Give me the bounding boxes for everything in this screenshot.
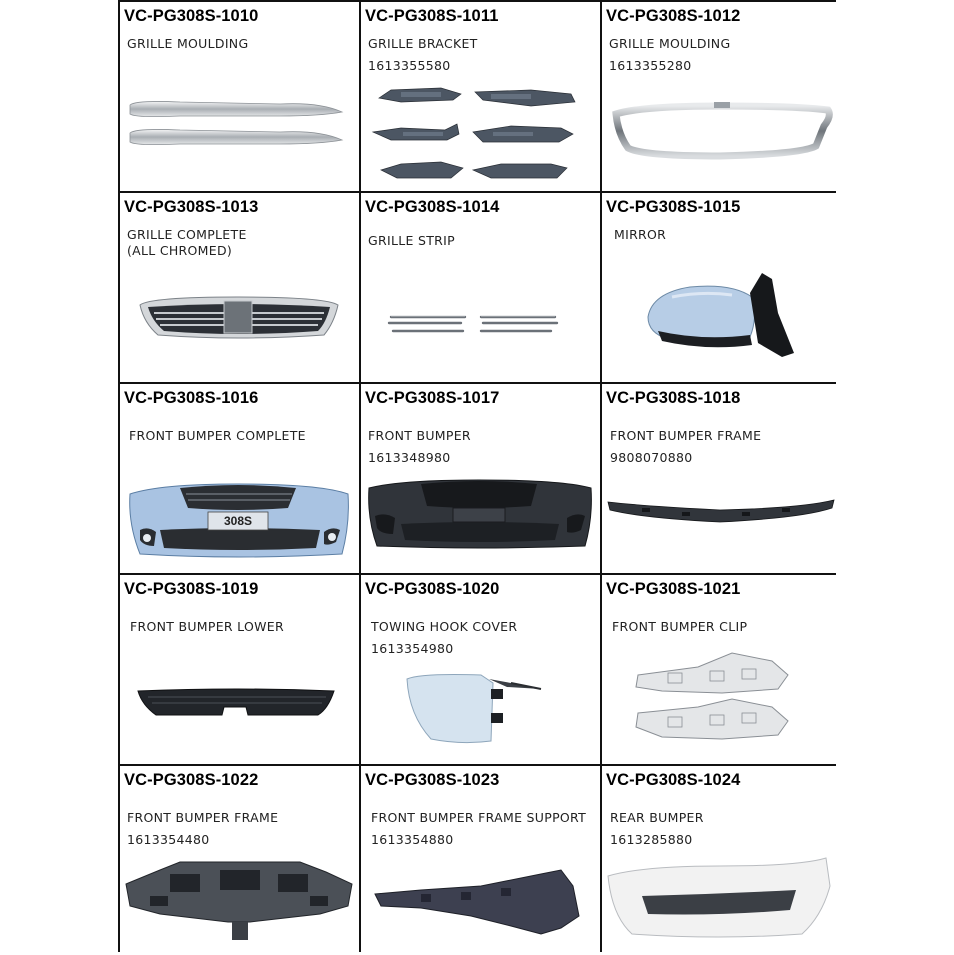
towing-hook-cover-icon [361,575,600,764]
part-name: FRONT BUMPER FRAME SUPPORT [371,810,587,825]
part-code: VC-PG308S-1013 [124,198,259,216]
part-name: GRILLE BRACKET [368,36,478,51]
part-number: 1613355280 [609,58,692,73]
part-number: 1613354480 [127,832,210,847]
grille-bracket-set-icon [361,2,600,191]
parts-catalog-grid [118,0,836,952]
front-bumper-clip-icon [602,575,838,764]
grille-strip-icon [361,193,600,382]
part-cell[interactable] [120,193,359,382]
part-name: GRILLE MOULDING [127,36,249,51]
part-cell[interactable] [361,575,600,764]
part-number: 1613355580 [368,58,451,73]
part-name: GRILLE MOULDING [609,36,731,51]
grille-moulding-pair-icon [120,2,359,191]
part-cell[interactable] [602,2,838,191]
part-cell[interactable] [120,2,359,191]
part-code: VC-PG308S-1011 [365,7,499,25]
front-bumper-complete-icon [120,384,359,573]
part-name: FRONT BUMPER LOWER [130,619,284,634]
part-code: VC-PG308S-1010 [124,7,259,25]
part-name: FRONT BUMPER FRAME [127,810,279,825]
part-code: VC-PG308S-1016 [124,389,259,407]
part-cell[interactable] [361,193,600,382]
part-number: 1613354880 [371,832,454,847]
part-name: MIRROR [614,227,667,242]
rear-bumper-icon [602,766,838,955]
part-name: GRILLE STRIP [368,233,455,248]
part-code: VC-PG308S-1012 [606,7,741,25]
part-cell[interactable] [361,2,600,191]
part-number: 1613354980 [371,641,454,656]
part-name: FRONT BUMPER FRAME [610,428,762,443]
part-code: VC-PG308S-1018 [606,389,741,407]
part-code: VC-PG308S-1015 [606,198,741,216]
part-cell[interactable] [120,575,359,764]
part-code: VC-PG308S-1019 [124,580,259,598]
part-code: VC-PG308S-1023 [365,771,500,789]
part-code: VC-PG308S-1020 [365,580,500,598]
part-code: VC-PG308S-1024 [606,771,741,789]
front-bumper-icon [361,384,600,573]
front-bumper-frame-bar-icon [602,384,838,573]
part-cell[interactable] [361,384,600,573]
part-name: GRILLE COMPLETE (ALL CHROMED) [127,227,247,258]
part-code: VC-PG308S-1017 [365,389,500,407]
part-code: VC-PG308S-1021 [606,580,741,598]
license-plate-text: 308S [223,514,253,528]
part-number: 1613348980 [368,450,451,465]
part-code: VC-PG308S-1014 [365,198,500,216]
part-name: FRONT BUMPER [368,428,471,443]
part-name: TOWING HOOK COVER [371,619,518,634]
part-name: FRONT BUMPER COMPLETE [129,428,306,443]
grille-complete-icon [120,193,359,382]
front-bumper-frame-carrier-icon [120,766,359,955]
part-cell[interactable] [120,384,359,573]
part-cell[interactable] [602,766,838,955]
part-number: 1613285880 [610,832,693,847]
front-bumper-frame-support-icon [361,766,600,955]
front-bumper-lower-grille-icon [120,575,359,764]
part-cell[interactable] [120,766,359,955]
side-mirror-icon [602,193,838,382]
part-name: REAR BUMPER [610,810,704,825]
part-code: VC-PG308S-1022 [124,771,259,789]
grille-moulding-ring-icon [602,2,838,191]
part-name: FRONT BUMPER CLIP [612,619,748,634]
part-cell[interactable] [361,766,600,955]
part-number: 9808070880 [610,450,693,465]
part-cell[interactable] [602,384,838,573]
part-cell[interactable] [602,193,838,382]
part-cell[interactable] [602,575,838,764]
